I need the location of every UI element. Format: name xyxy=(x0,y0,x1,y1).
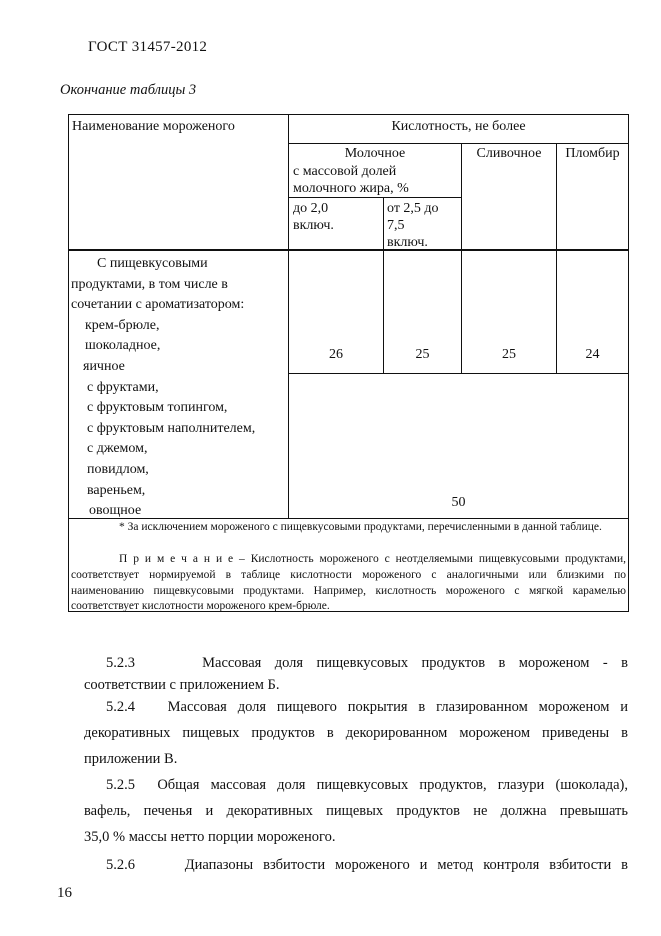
paragraph-text: Общая массовая доля пищевкусовых продуктов, глазури (шоколада), xyxy=(157,777,628,793)
fat-header-line1: с массовой долей xyxy=(293,164,397,179)
clause-number: 5.2.5 xyxy=(106,777,135,793)
subheader-high-line2: 7,5 xyxy=(387,218,405,233)
list-item: сочетании с ароматизатором: xyxy=(71,297,245,313)
list-item: с фруктовым топингом, xyxy=(87,400,228,416)
acidity-table xyxy=(68,114,629,612)
paragraph-5-2-3-line1 xyxy=(84,655,628,672)
grid-line xyxy=(288,115,289,518)
document-code: ГОСТ 31457-2012 xyxy=(88,39,208,55)
list-item: продуктами, в том числе в xyxy=(71,276,228,292)
list-item: с фруктовым наполнителем, xyxy=(87,420,256,436)
value-milk-high: 25 xyxy=(415,347,430,362)
column-header-name: Наименование мороженого xyxy=(72,119,235,134)
footnote xyxy=(71,520,626,536)
value-cream: 25 xyxy=(502,347,516,362)
product-list xyxy=(69,254,285,522)
column-header-cream: Сливочное xyxy=(476,146,542,161)
paragraph-text: Массовая доля пищевкусовых продуктов в мороженом - в xyxy=(202,655,629,671)
list-item: крем-брюле, xyxy=(85,317,160,333)
column-header-milk: Молочное xyxy=(344,146,406,161)
value-milk-low: 26 xyxy=(329,347,343,362)
list-item: вареньем, xyxy=(87,482,146,498)
table-note xyxy=(71,552,626,615)
list-item: с джемом, xyxy=(87,441,148,457)
grid-line xyxy=(556,143,557,373)
clause-number: 5.2.6 xyxy=(106,857,135,873)
grid-line xyxy=(288,373,628,374)
paragraph-5-2-4-line2: декоративных пищевых продуктов в декорированном мороженом приведены в xyxy=(84,725,628,741)
value-plombir: 24 xyxy=(585,347,600,362)
footnote-text: * За исключением мороженого с пищевкусовыми продуктами, перечисленными в данной таблице. xyxy=(119,521,602,533)
list-item: овощное xyxy=(89,503,142,519)
table-caption: Окончание таблицы 3 xyxy=(60,82,197,98)
clause-number: 5.2.4 xyxy=(106,699,135,715)
grid-line xyxy=(288,143,628,144)
paragraph-5-2-5-line2: вафель, печенья и декоративных пищевых продуктов не должна превышать xyxy=(84,803,628,819)
list-item: С пищевкусовыми xyxy=(97,256,208,271)
paragraph-5-2-5-line3: 35,0 % массы нетто порции мороженого. xyxy=(84,829,336,845)
value-combined: 50 xyxy=(451,495,466,510)
note-text: – Кислотность мороженого с неотделяемыми пищевкусовыми продуктами, соответствует нормируемой в таблице кислотности мороженого с аналогичными или близкими по наименованию пищевкусовыми продуктами. Например, кислотность мороженого с мягкой карамелью соответствует кислотности мороженого крем-брюле. xyxy=(71,553,626,613)
paragraph-text: Массовая доля пищевого покрытия в глазированном мороженом и xyxy=(167,699,629,715)
list-item: повидлом, xyxy=(87,461,149,477)
header-separator xyxy=(69,249,628,251)
paragraph-5-2-3-line2: соответствии с приложением Б. xyxy=(84,677,280,693)
paragraph-5-2-4-line1 xyxy=(84,699,628,716)
paragraph-text: Диапазоны взбитости мороженого и метод контроля взбитости в xyxy=(184,857,629,873)
subheader-low-line1: до 2,0 xyxy=(293,201,329,216)
paragraph-5-2-4-line3: приложении В. xyxy=(84,751,178,767)
clause-number: 5.2.3 xyxy=(106,655,135,671)
fat-header-line2: молочного жира, % xyxy=(293,181,409,196)
subheader-high-line1: от 2,5 до xyxy=(387,201,439,216)
subheader-high-line3: включ. xyxy=(387,235,428,250)
page-number: 16 xyxy=(57,885,72,901)
note-label: П р и м е ч а н и е xyxy=(119,553,234,565)
column-header-plombir: Пломбир xyxy=(565,146,620,161)
paragraph-5-2-5-line1 xyxy=(84,777,628,794)
paragraph-5-2-6-line1 xyxy=(84,857,628,874)
list-item: яичное xyxy=(83,358,125,374)
list-item: шоколадное, xyxy=(85,338,161,354)
subheader-low-line2: включ. xyxy=(293,218,334,233)
list-item: с фруктами, xyxy=(87,379,159,395)
grid-line xyxy=(461,143,462,373)
column-header-acidity: Кислотность, не более xyxy=(391,119,526,134)
grid-line xyxy=(288,197,461,198)
